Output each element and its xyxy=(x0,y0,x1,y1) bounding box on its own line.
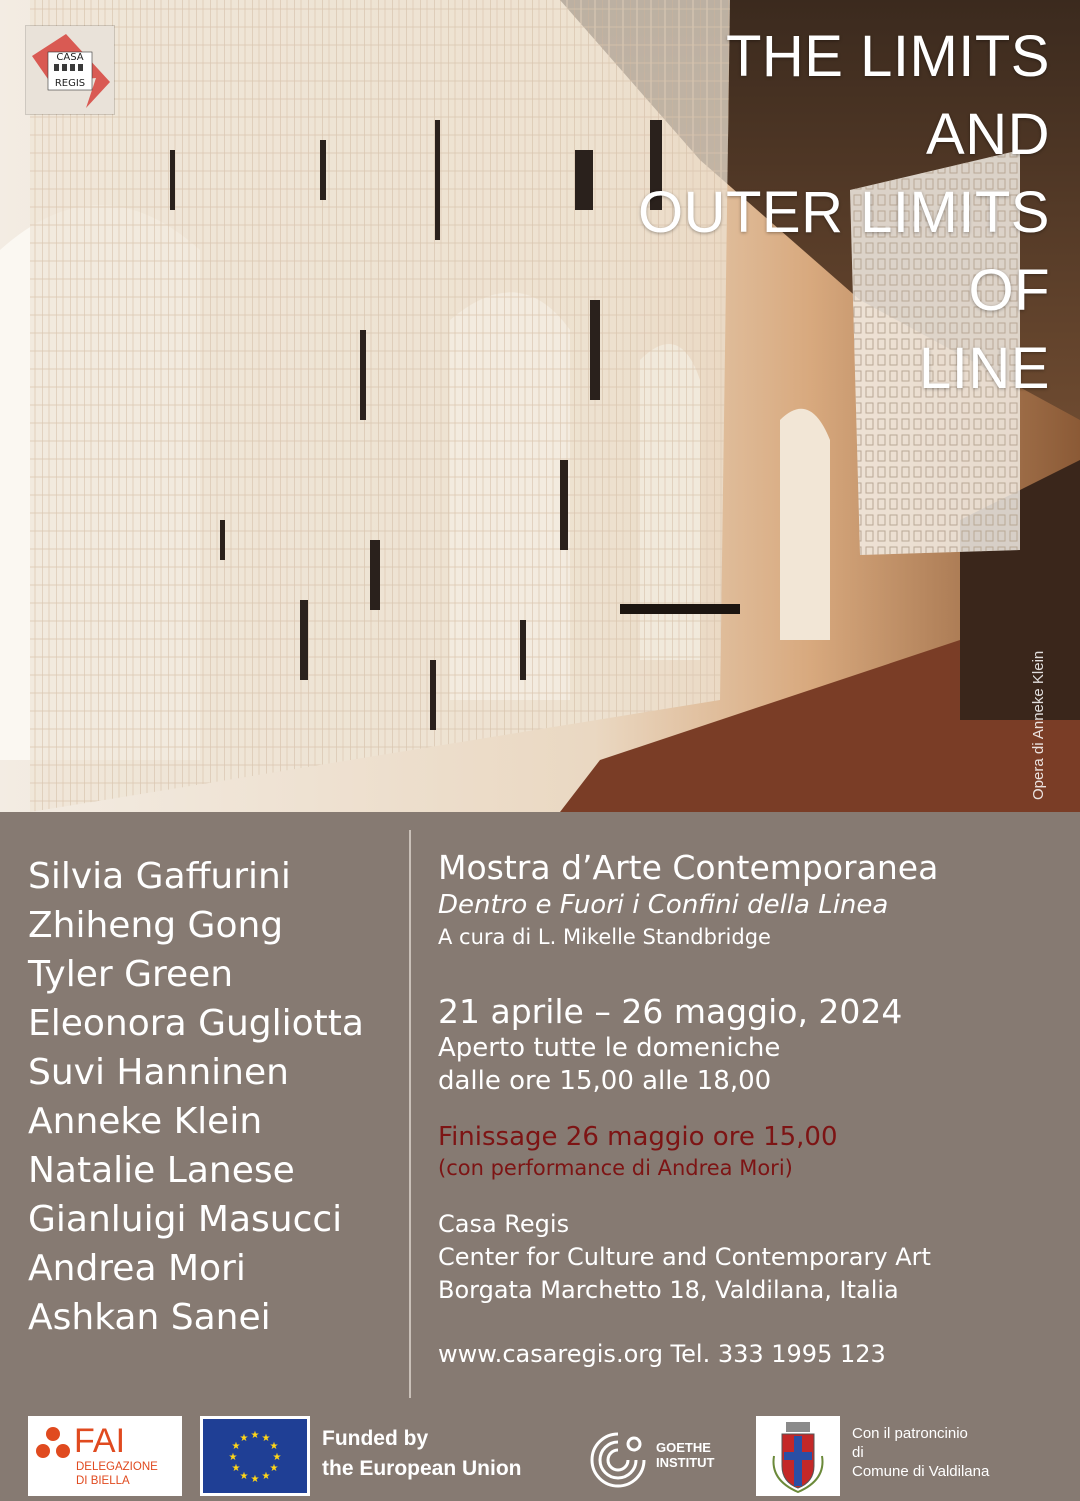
finissage-date: Finissage 26 maggio ore 15,00 xyxy=(438,1122,838,1152)
fai-line1: DELEGAZIONE xyxy=(76,1461,158,1473)
venue-description: Center for Culture and Contemporary Art xyxy=(438,1243,931,1271)
artist-name: Eleonora Gugliotta xyxy=(28,1003,364,1044)
logo-line1: CASA xyxy=(56,52,84,63)
eu-funding-text xyxy=(322,1424,522,1484)
svg-text:★: ★ xyxy=(231,1441,241,1452)
exhibition-dates: 21 aprile – 26 maggio, 2024 xyxy=(438,992,903,1031)
patronage-line2: di xyxy=(852,1444,864,1461)
svg-text:★: ★ xyxy=(228,1452,238,1463)
svg-text:★: ★ xyxy=(272,1452,282,1463)
title-line: THE LIMITS xyxy=(725,24,1050,89)
goethe-name xyxy=(656,1440,715,1470)
comune-coat-of-arms xyxy=(756,1416,840,1496)
fai-name: FAI xyxy=(74,1422,126,1460)
fai-line2: DI BIELLA xyxy=(76,1475,130,1487)
exhibition-title xyxy=(638,18,1050,408)
exhibition-subtitle: Dentro e Fuori i Confini della Linea xyxy=(438,890,889,920)
svg-text:★: ★ xyxy=(269,1441,279,1452)
patronage-text xyxy=(852,1424,989,1481)
fai-logo xyxy=(28,1416,182,1496)
eu-line1: Funded by xyxy=(322,1427,429,1450)
svg-text:★: ★ xyxy=(231,1463,241,1474)
goethe-line1: GOETHE xyxy=(656,1440,711,1455)
artist-name: Ashkan Sanei xyxy=(28,1297,271,1338)
eu-flag-icon xyxy=(203,1419,307,1493)
svg-text:★: ★ xyxy=(269,1463,279,1474)
patronage-line3: Comune di Valdilana xyxy=(852,1463,990,1480)
vertical-divider xyxy=(409,830,411,1398)
artist-name: Andrea Mori xyxy=(28,1248,246,1289)
svg-text:★: ★ xyxy=(261,1471,271,1482)
artist-name: Suvi Hanninen xyxy=(28,1052,289,1093)
artist-list xyxy=(28,852,364,1342)
title-line: OF xyxy=(968,258,1050,323)
curator-line: A cura di L. Mikelle Standbridge xyxy=(438,925,771,949)
opening-hours: dalle ore 15,00 alle 18,00 xyxy=(438,1066,772,1096)
svg-text:★: ★ xyxy=(261,1433,271,1444)
eu-logo xyxy=(200,1416,310,1496)
artist-name: Zhiheng Gong xyxy=(28,905,284,946)
finissage-performance: (con performance di Andrea Mori) xyxy=(438,1156,793,1180)
title-line: AND xyxy=(926,102,1050,167)
coat-of-arms-icon xyxy=(756,1416,840,1496)
artist-name: Silvia Gaffurini xyxy=(28,856,291,897)
svg-text:★: ★ xyxy=(250,1430,260,1441)
svg-text:★: ★ xyxy=(239,1471,249,1482)
casa-regis-logo-mark xyxy=(26,26,114,114)
artist-name: Gianluigi Masucci xyxy=(28,1199,343,1240)
eu-stars-icon xyxy=(203,1419,307,1493)
eu-line2: the European Union xyxy=(322,1457,522,1480)
artist-name: Anneke Klein xyxy=(28,1101,263,1142)
venue-address: Borgata Marchetto 18, Valdilana, Italia xyxy=(438,1276,899,1304)
casa-regis-logo xyxy=(26,26,114,114)
artist-name: Tyler Green xyxy=(28,954,234,995)
opening-days: Aperto tutte le domeniche xyxy=(438,1033,781,1063)
svg-text:★: ★ xyxy=(239,1433,249,1444)
fai-subtitle xyxy=(76,1460,158,1488)
photo-credit: Opera di Anneke Klein xyxy=(1030,650,1047,800)
sponsor-bar xyxy=(0,1414,1080,1501)
title-line: LINE xyxy=(919,336,1050,401)
title-line: OUTER LIMITS xyxy=(637,180,1050,245)
svg-text:★: ★ xyxy=(250,1474,260,1485)
goethe-line2: INSTITUT xyxy=(656,1455,715,1470)
patronage-line1: Con il patroncinio xyxy=(852,1425,968,1442)
info-panel xyxy=(0,812,1080,1414)
contact-line[interactable]: www.casaregis.org Tel. 333 1995 123 xyxy=(438,1340,886,1368)
venue-name: Casa Regis xyxy=(438,1210,570,1238)
exhibition-info xyxy=(438,848,938,1369)
logo-line2: REGIS xyxy=(54,78,86,89)
exhibition-heading: Mostra d’Arte Contemporanea xyxy=(438,848,939,887)
artist-name: Natalie Lanese xyxy=(28,1150,295,1191)
fai-flower-icon xyxy=(36,1426,70,1466)
goethe-logo-icon xyxy=(586,1428,650,1492)
